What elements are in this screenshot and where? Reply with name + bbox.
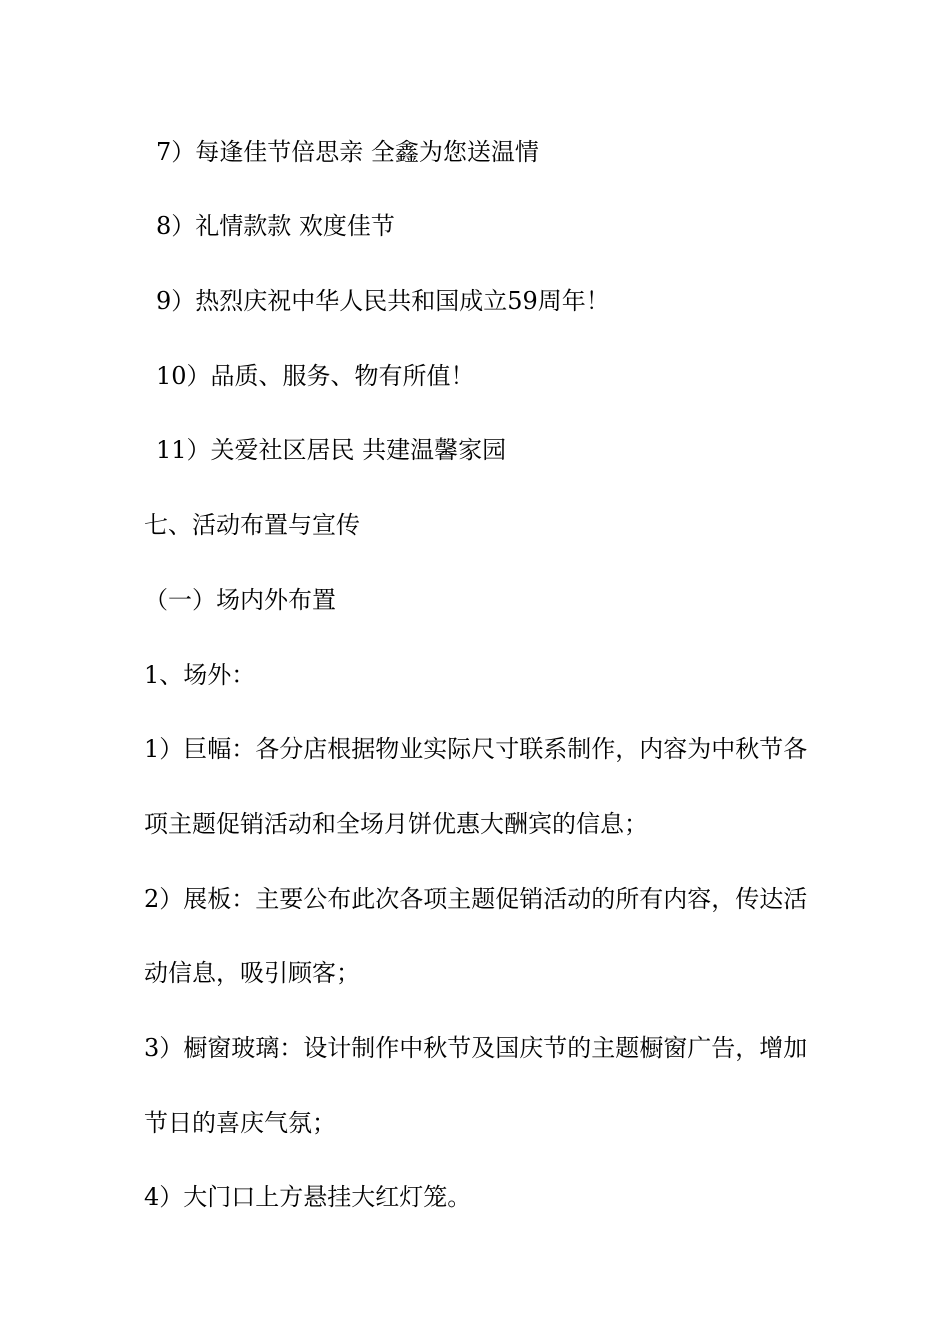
slogan-item-10: 10）品质、服务、物有所值！ [156, 362, 475, 390]
paragraph-line: 4）大门口上方悬挂大红灯笼。 [144, 1183, 472, 1211]
slogan-item-11: 11）关爱社区居民 共建温馨家园 [156, 436, 507, 464]
section-heading: 七、活动布置与宣传 [144, 511, 360, 539]
subsection-heading: （一）场内外布置 [144, 586, 336, 614]
paragraph-line: 节日的喜庆气氛； [144, 1109, 336, 1137]
slogan-item-8: 8）礼情款款 欢度佳节 [156, 212, 395, 240]
paragraph-line: 项主题促销活动和全场月饼优惠大酬宾的信息； [144, 810, 648, 838]
paragraph-line: 2）展板：主要公布此次各项主题促销活动的所有内容，传达活 [144, 885, 808, 913]
paragraph-line: 3）橱窗玻璃：设计制作中秋节及国庆节的主题橱窗广告，增加 [144, 1034, 808, 1062]
paragraph-line: 1）巨幅：各分店根据物业实际尺寸联系制作，内容为中秋节各 [144, 735, 808, 763]
slogan-item-7: 7）每逢佳节倍思亲 全鑫为您送温情 [156, 138, 539, 166]
paragraph-line: 动信息，吸引顾客； [144, 959, 360, 987]
slogan-item-9: 9）热烈庆祝中华人民共和国成立59周年！ [156, 287, 610, 315]
paragraph-heading: 1、场外： [144, 661, 256, 689]
